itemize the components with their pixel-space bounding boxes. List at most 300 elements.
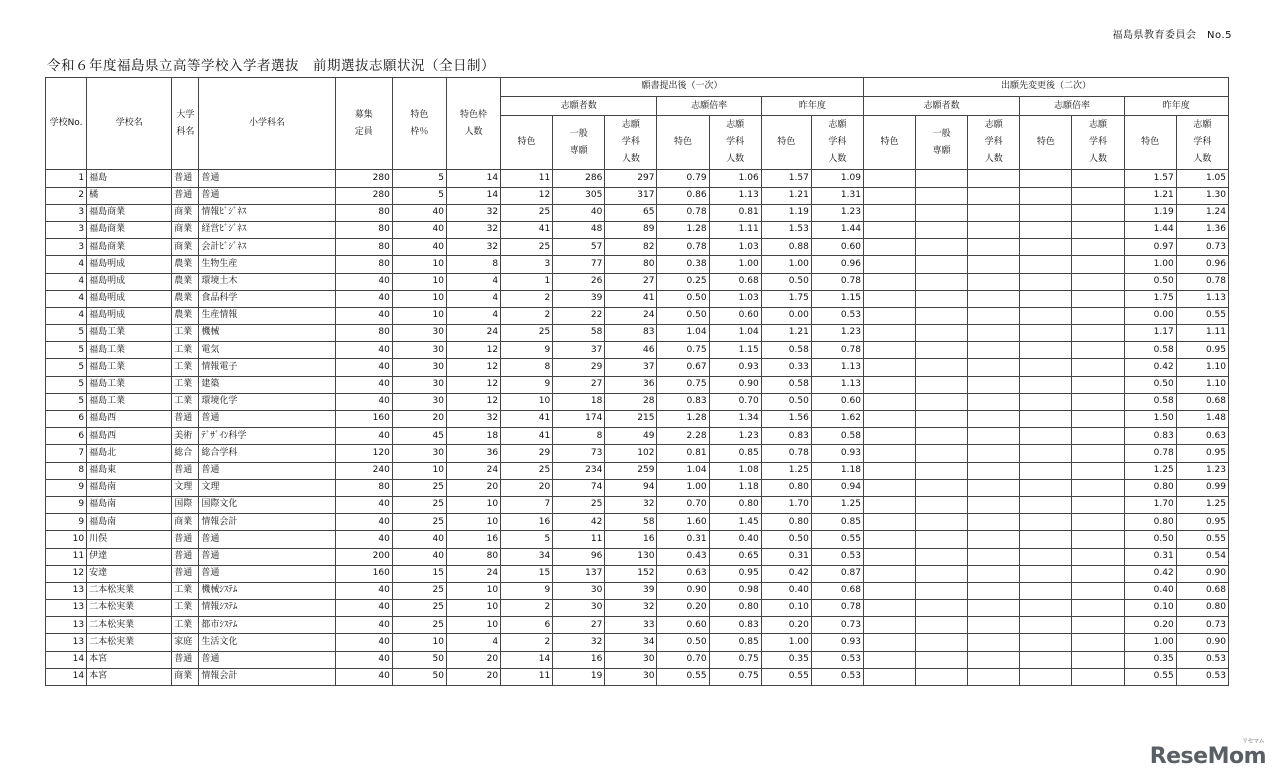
- dept-cell: 商業: [172, 514, 199, 531]
- capacity-cell: 40: [335, 359, 392, 376]
- last-year-special-cell: 0.40: [761, 582, 811, 599]
- table-row: [46, 307, 1229, 324]
- course-cell: 普通: [199, 187, 335, 204]
- school-name-cell: 福島北: [87, 445, 172, 462]
- capacity-cell: 40: [335, 668, 392, 685]
- applicants2-special-cell: [863, 359, 915, 376]
- capacity-cell: 160: [335, 411, 392, 428]
- subheader-tokushoku: 特色: [863, 116, 915, 170]
- table-row: [46, 376, 1229, 393]
- school-no-cell: 3: [46, 239, 87, 256]
- applicants2-general-cell: [916, 376, 968, 393]
- table-row: [46, 462, 1229, 479]
- last-year-total-cell: 1.13: [811, 376, 863, 393]
- special-num-cell: 80: [446, 548, 500, 565]
- ratio-total-cell: 1.03: [709, 239, 761, 256]
- last-year2-total-cell: 0.99: [1176, 479, 1228, 496]
- ratio-special-cell: 0.90: [657, 582, 709, 599]
- last-year2-special-cell: 0.50: [1124, 531, 1176, 548]
- ratio-special-cell: 0.75: [657, 342, 709, 359]
- special-pct-cell: 30: [392, 445, 446, 462]
- last-year-total-cell: 0.93: [811, 445, 863, 462]
- school-no-cell: 10: [46, 531, 87, 548]
- ratio-total-cell: 1.08: [709, 462, 761, 479]
- course-cell: 生活文化: [199, 634, 335, 651]
- last-year-special-cell: 0.50: [761, 273, 811, 290]
- last-year2-total-cell: 0.95: [1176, 445, 1228, 462]
- ratio2-total-cell: [1072, 187, 1124, 204]
- applicants2-general-cell: [916, 307, 968, 324]
- applicants-special-cell: 41: [501, 428, 553, 445]
- course-cell: 普通: [199, 462, 335, 479]
- ratio2-special-cell: [1020, 634, 1072, 651]
- last-year-total-cell: 0.78: [811, 273, 863, 290]
- ratio-special-cell: 0.81: [657, 445, 709, 462]
- applicants2-general-cell: [916, 514, 968, 531]
- special-pct-cell: 30: [392, 359, 446, 376]
- ratio-special-cell: 1.60: [657, 514, 709, 531]
- applicants-total-cell: 16: [605, 531, 657, 548]
- applicants2-special-cell: [863, 342, 915, 359]
- dept-cell: 美術: [172, 428, 199, 445]
- special-num-cell: 16: [446, 531, 500, 548]
- applicants2-total-cell: [968, 239, 1020, 256]
- ratio2-total-cell: [1072, 651, 1124, 668]
- special-pct-cell: 25: [392, 496, 446, 513]
- subheader-gakka: 志願 学科 人数: [1072, 116, 1124, 170]
- applicants-special-cell: 6: [501, 617, 553, 634]
- applicants-special-cell: 10: [501, 393, 553, 410]
- table-row: [46, 668, 1229, 685]
- ratio-total-cell: 0.80: [709, 600, 761, 617]
- last-year-special-cell: 1.70: [761, 496, 811, 513]
- applicants-general-cell: 22: [553, 307, 605, 324]
- table-row: [46, 428, 1229, 445]
- last-year-special-cell: 0.42: [761, 565, 811, 582]
- last-year2-special-cell: 0.80: [1124, 479, 1176, 496]
- last-year2-total-cell: 1.36: [1176, 221, 1228, 238]
- school-name-cell: 橘: [87, 187, 172, 204]
- last-year2-special-cell: 0.00: [1124, 307, 1176, 324]
- school-name-cell: 福島工業: [87, 393, 172, 410]
- applicants-general-cell: 37: [553, 342, 605, 359]
- school-no-cell: 14: [46, 651, 87, 668]
- ratio2-special-cell: [1020, 514, 1072, 531]
- course-cell: 都市ｼｽﾃﾑ: [199, 617, 335, 634]
- school-no-cell: 4: [46, 273, 87, 290]
- last-year-special-cell: 0.80: [761, 479, 811, 496]
- applicants2-general-cell: [916, 170, 968, 187]
- special-pct-cell: 40: [392, 548, 446, 565]
- subheader-tokushoku: 特色: [501, 116, 553, 170]
- ratio2-total-cell: [1072, 393, 1124, 410]
- course-cell: 環境土木: [199, 273, 335, 290]
- special-num-cell: 32: [446, 411, 500, 428]
- school-no-cell: 13: [46, 600, 87, 617]
- last-year-total-cell: 1.15: [811, 290, 863, 307]
- applicants-general-cell: 96: [553, 548, 605, 565]
- dept-cell: 普通: [172, 187, 199, 204]
- course-cell: 普通: [199, 170, 335, 187]
- ratio2-total-cell: [1072, 290, 1124, 307]
- applicants-total-cell: 46: [605, 342, 657, 359]
- table-row: [46, 359, 1229, 376]
- applicants2-general-cell: [916, 204, 968, 221]
- applicants-general-cell: 32: [553, 634, 605, 651]
- last-year-special-cell: 0.35: [761, 651, 811, 668]
- school-name-cell: 福島明成: [87, 256, 172, 273]
- last-year-total-cell: 0.58: [811, 428, 863, 445]
- applicants2-special-cell: [863, 307, 915, 324]
- applicants-special-cell: 5: [501, 531, 553, 548]
- ratio2-total-cell: [1072, 428, 1124, 445]
- school-name-cell: 福島工業: [87, 376, 172, 393]
- school-no-cell: 4: [46, 307, 87, 324]
- course-cell: 建築: [199, 376, 335, 393]
- last-year-special-cell: 0.10: [761, 600, 811, 617]
- applicants2-total-cell: [968, 565, 1020, 582]
- issuer-label: 福島県教育委員会 No.5: [1112, 30, 1232, 41]
- special-num-cell: 24: [446, 565, 500, 582]
- capacity-cell: 40: [335, 342, 392, 359]
- ratio2-special-cell: [1020, 582, 1072, 599]
- ratio2-special-cell: [1020, 239, 1072, 256]
- dept-cell: 工業: [172, 376, 199, 393]
- applicants-total-cell: 32: [605, 600, 657, 617]
- ratio-total-cell: 1.06: [709, 170, 761, 187]
- applicants-special-cell: 25: [501, 239, 553, 256]
- ratio-special-cell: 1.04: [657, 462, 709, 479]
- ratio-special-cell: 0.75: [657, 376, 709, 393]
- ratio-total-cell: 0.81: [709, 204, 761, 221]
- applicants-general-cell: 174: [553, 411, 605, 428]
- ratio2-total-cell: [1072, 342, 1124, 359]
- last-year-total-cell: 0.78: [811, 600, 863, 617]
- dept-cell: 普通: [172, 651, 199, 668]
- last-year2-total-cell: 0.90: [1176, 565, 1228, 582]
- school-name-cell: 福島明成: [87, 273, 172, 290]
- last-year2-special-cell: 0.78: [1124, 445, 1176, 462]
- applicants2-special-cell: [863, 634, 915, 651]
- last-year2-total-cell: 1.10: [1176, 376, 1228, 393]
- school-name-cell: 福島明成: [87, 307, 172, 324]
- last-year2-special-cell: 1.21: [1124, 187, 1176, 204]
- school-no-cell: 1: [46, 170, 87, 187]
- applicants2-total-cell: [968, 376, 1020, 393]
- applicants-total-cell: 65: [605, 204, 657, 221]
- applicants-general-cell: 18: [553, 393, 605, 410]
- subheader-gakka: 志願 学科 人数: [605, 116, 657, 170]
- last-year2-total-cell: 0.96: [1176, 256, 1228, 273]
- course-cell: 情報ﾋﾞｼﾞﾈｽ: [199, 204, 335, 221]
- ratio2-total-cell: [1072, 600, 1124, 617]
- applicants2-special-cell: [863, 325, 915, 342]
- applicants-general-cell: 74: [553, 479, 605, 496]
- ratio2-total-cell: [1072, 273, 1124, 290]
- applicants2-special-cell: [863, 651, 915, 668]
- applicants2-general-cell: [916, 239, 968, 256]
- last-year2-special-cell: 0.10: [1124, 600, 1176, 617]
- last-year-total-cell: 1.25: [811, 496, 863, 513]
- last-year2-total-cell: 1.13: [1176, 290, 1228, 307]
- applicants-total-cell: 49: [605, 428, 657, 445]
- applicants-total-cell: 317: [605, 187, 657, 204]
- ratio2-special-cell: [1020, 376, 1072, 393]
- applicants-general-cell: 234: [553, 462, 605, 479]
- last-year2-special-cell: 0.40: [1124, 582, 1176, 599]
- course-cell: 会計ﾋﾞｼﾞﾈｽ: [199, 239, 335, 256]
- last-year2-total-cell: 1.24: [1176, 204, 1228, 221]
- last-year-total-cell: 0.53: [811, 307, 863, 324]
- school-name-cell: 福島工業: [87, 325, 172, 342]
- ratio2-total-cell: [1072, 256, 1124, 273]
- special-pct-cell: 40: [392, 204, 446, 221]
- last-year2-total-cell: 0.63: [1176, 428, 1228, 445]
- school-name-cell: 福島南: [87, 479, 172, 496]
- special-num-cell: 24: [446, 462, 500, 479]
- capacity-cell: 120: [335, 445, 392, 462]
- special-num-cell: 12: [446, 359, 500, 376]
- applicants-special-cell: 20: [501, 479, 553, 496]
- table-row: [46, 531, 1229, 548]
- special-num-cell: 32: [446, 239, 500, 256]
- ratio2-special-cell: [1020, 565, 1072, 582]
- applicants2-total-cell: [968, 273, 1020, 290]
- applicants-general-cell: 27: [553, 617, 605, 634]
- applicants-special-cell: 41: [501, 411, 553, 428]
- applicants2-special-cell: [863, 187, 915, 204]
- special-pct-cell: 45: [392, 428, 446, 445]
- applicants-total-cell: 58: [605, 514, 657, 531]
- applicants-general-cell: 30: [553, 582, 605, 599]
- course-cell: 総合学科: [199, 445, 335, 462]
- capacity-cell: 40: [335, 307, 392, 324]
- last-year-total-cell: 0.94: [811, 479, 863, 496]
- applicants-general-cell: 286: [553, 170, 605, 187]
- special-num-cell: 32: [446, 221, 500, 238]
- last-year-special-cell: 0.88: [761, 239, 811, 256]
- dept-cell: 工業: [172, 582, 199, 599]
- special-num-cell: 10: [446, 617, 500, 634]
- applicants2-special-cell: [863, 565, 915, 582]
- special-num-cell: 10: [446, 496, 500, 513]
- special-pct-cell: 15: [392, 565, 446, 582]
- applicants-general-cell: 73: [553, 445, 605, 462]
- last-year-total-cell: 0.73: [811, 617, 863, 634]
- applicants-general-cell: 42: [553, 514, 605, 531]
- last-year2-special-cell: 0.42: [1124, 359, 1176, 376]
- table-body: [46, 170, 1229, 686]
- subheader-last-year: 昨年度: [761, 97, 863, 116]
- col-header-special-pct: 特色 枠％: [392, 78, 446, 170]
- school-name-cell: 福島西: [87, 411, 172, 428]
- applicants2-total-cell: [968, 531, 1020, 548]
- school-no-cell: 5: [46, 342, 87, 359]
- school-name-cell: 福島: [87, 170, 172, 187]
- applicants2-special-cell: [863, 256, 915, 273]
- applicants-special-cell: 2: [501, 634, 553, 651]
- capacity-cell: 40: [335, 531, 392, 548]
- applicants-general-cell: 19: [553, 668, 605, 685]
- capacity-cell: 40: [335, 514, 392, 531]
- ratio-total-cell: 0.68: [709, 273, 761, 290]
- last-year2-special-cell: 1.75: [1124, 290, 1176, 307]
- applicants-total-cell: 152: [605, 565, 657, 582]
- applicants2-special-cell: [863, 428, 915, 445]
- dept-cell: 工業: [172, 359, 199, 376]
- ratio2-special-cell: [1020, 479, 1072, 496]
- applicants2-total-cell: [968, 479, 1020, 496]
- applicants-general-cell: 57: [553, 239, 605, 256]
- special-pct-cell: 30: [392, 342, 446, 359]
- applicants-total-cell: 83: [605, 325, 657, 342]
- capacity-cell: 280: [335, 187, 392, 204]
- course-cell: 機械: [199, 325, 335, 342]
- special-pct-cell: 10: [392, 634, 446, 651]
- ratio2-special-cell: [1020, 445, 1072, 462]
- ratio-special-cell: 1.00: [657, 479, 709, 496]
- applicants2-general-cell: [916, 668, 968, 685]
- applicants2-total-cell: [968, 445, 1020, 462]
- ratio-total-cell: 0.60: [709, 307, 761, 324]
- applicants2-general-cell: [916, 651, 968, 668]
- last-year-total-cell: 0.85: [811, 514, 863, 531]
- table-row: [46, 325, 1229, 342]
- last-year2-special-cell: 1.19: [1124, 204, 1176, 221]
- last-year-total-cell: 0.60: [811, 393, 863, 410]
- special-pct-cell: 25: [392, 514, 446, 531]
- table-row: [46, 290, 1229, 307]
- special-num-cell: 24: [446, 325, 500, 342]
- dept-cell: 総合: [172, 445, 199, 462]
- applicants2-general-cell: [916, 617, 968, 634]
- special-pct-cell: 10: [392, 290, 446, 307]
- last-year2-special-cell: 0.58: [1124, 342, 1176, 359]
- applicants2-general-cell: [916, 187, 968, 204]
- last-year2-total-cell: 0.68: [1176, 393, 1228, 410]
- special-pct-cell: 25: [392, 617, 446, 634]
- ratio-special-cell: 0.25: [657, 273, 709, 290]
- capacity-cell: 40: [335, 617, 392, 634]
- special-num-cell: 10: [446, 600, 500, 617]
- applicants-general-cell: 16: [553, 651, 605, 668]
- applicants2-special-cell: [863, 204, 915, 221]
- ratio2-total-cell: [1072, 411, 1124, 428]
- capacity-cell: 40: [335, 273, 392, 290]
- table-row: [46, 221, 1229, 238]
- ratio-special-cell: 1.04: [657, 325, 709, 342]
- col-header-capacity: 募集 定員: [335, 78, 392, 170]
- table-row: [46, 273, 1229, 290]
- last-year2-special-cell: 0.50: [1124, 273, 1176, 290]
- course-cell: 食品科学: [199, 290, 335, 307]
- subheader-ratio-2: 志願倍率: [1020, 97, 1124, 116]
- last-year2-special-cell: 0.50: [1124, 376, 1176, 393]
- course-cell: 経営ﾋﾞｼﾞﾈｽ: [199, 221, 335, 238]
- last-year-total-cell: 0.96: [811, 256, 863, 273]
- applicants-total-cell: 259: [605, 462, 657, 479]
- school-name-cell: 二本松実業: [87, 600, 172, 617]
- ratio-total-cell: 0.90: [709, 376, 761, 393]
- ratio2-special-cell: [1020, 548, 1072, 565]
- last-year-total-cell: 0.87: [811, 565, 863, 582]
- ratio2-special-cell: [1020, 651, 1072, 668]
- applicants2-special-cell: [863, 445, 915, 462]
- applicants-special-cell: 29: [501, 445, 553, 462]
- special-pct-cell: 5: [392, 170, 446, 187]
- dept-cell: 工業: [172, 325, 199, 342]
- ratio-special-cell: 0.43: [657, 548, 709, 565]
- special-pct-cell: 30: [392, 393, 446, 410]
- applicants2-total-cell: [968, 393, 1020, 410]
- ratio2-total-cell: [1072, 531, 1124, 548]
- special-num-cell: 4: [446, 634, 500, 651]
- capacity-cell: 160: [335, 565, 392, 582]
- applicants2-general-cell: [916, 221, 968, 238]
- applicants-special-cell: 9: [501, 582, 553, 599]
- school-name-cell: 福島商業: [87, 221, 172, 238]
- last-year-total-cell: 0.53: [811, 668, 863, 685]
- applicants-total-cell: 24: [605, 307, 657, 324]
- applicants2-special-cell: [863, 273, 915, 290]
- special-num-cell: 20: [446, 479, 500, 496]
- last-year-special-cell: 0.80: [761, 514, 811, 531]
- special-pct-cell: 40: [392, 221, 446, 238]
- capacity-cell: 40: [335, 651, 392, 668]
- last-year2-total-cell: 0.68: [1176, 582, 1228, 599]
- school-name-cell: 二本松実業: [87, 634, 172, 651]
- applicants-special-cell: 8: [501, 359, 553, 376]
- dept-cell: 工業: [172, 617, 199, 634]
- col-header-special-num: 特色枠 人数: [446, 78, 500, 170]
- last-year2-special-cell: 1.25: [1124, 462, 1176, 479]
- ratio-total-cell: 1.34: [709, 411, 761, 428]
- applicants-general-cell: 40: [553, 204, 605, 221]
- applicants-general-cell: 30: [553, 600, 605, 617]
- ratio-special-cell: 0.63: [657, 565, 709, 582]
- ratio2-total-cell: [1072, 634, 1124, 651]
- col-header-school-name: 学校名: [87, 78, 172, 170]
- ratio2-total-cell: [1072, 496, 1124, 513]
- last-year-special-cell: 1.56: [761, 411, 811, 428]
- ratio-total-cell: 1.11: [709, 221, 761, 238]
- last-year-total-cell: 0.60: [811, 239, 863, 256]
- dept-cell: 家庭: [172, 634, 199, 651]
- applicants-total-cell: 36: [605, 376, 657, 393]
- capacity-cell: 280: [335, 170, 392, 187]
- ratio-total-cell: 1.23: [709, 428, 761, 445]
- school-no-cell: 6: [46, 428, 87, 445]
- ratio2-total-cell: [1072, 445, 1124, 462]
- last-year2-total-cell: 0.73: [1176, 617, 1228, 634]
- subheader-tokushoku: 特色: [657, 116, 709, 170]
- table-row: [46, 204, 1229, 221]
- group-header-first: 願書提出後（一次）: [501, 78, 864, 97]
- table-row: [46, 342, 1229, 359]
- special-pct-cell: 40: [392, 239, 446, 256]
- school-name-cell: 福島商業: [87, 239, 172, 256]
- table-row: [46, 565, 1229, 582]
- special-num-cell: 14: [446, 187, 500, 204]
- special-pct-cell: 10: [392, 256, 446, 273]
- applicants-special-cell: 25: [501, 325, 553, 342]
- ratio2-total-cell: [1072, 170, 1124, 187]
- applicants2-total-cell: [968, 256, 1020, 273]
- table-row: [46, 548, 1229, 565]
- last-year-special-cell: 1.57: [761, 170, 811, 187]
- school-no-cell: 3: [46, 221, 87, 238]
- school-no-cell: 9: [46, 496, 87, 513]
